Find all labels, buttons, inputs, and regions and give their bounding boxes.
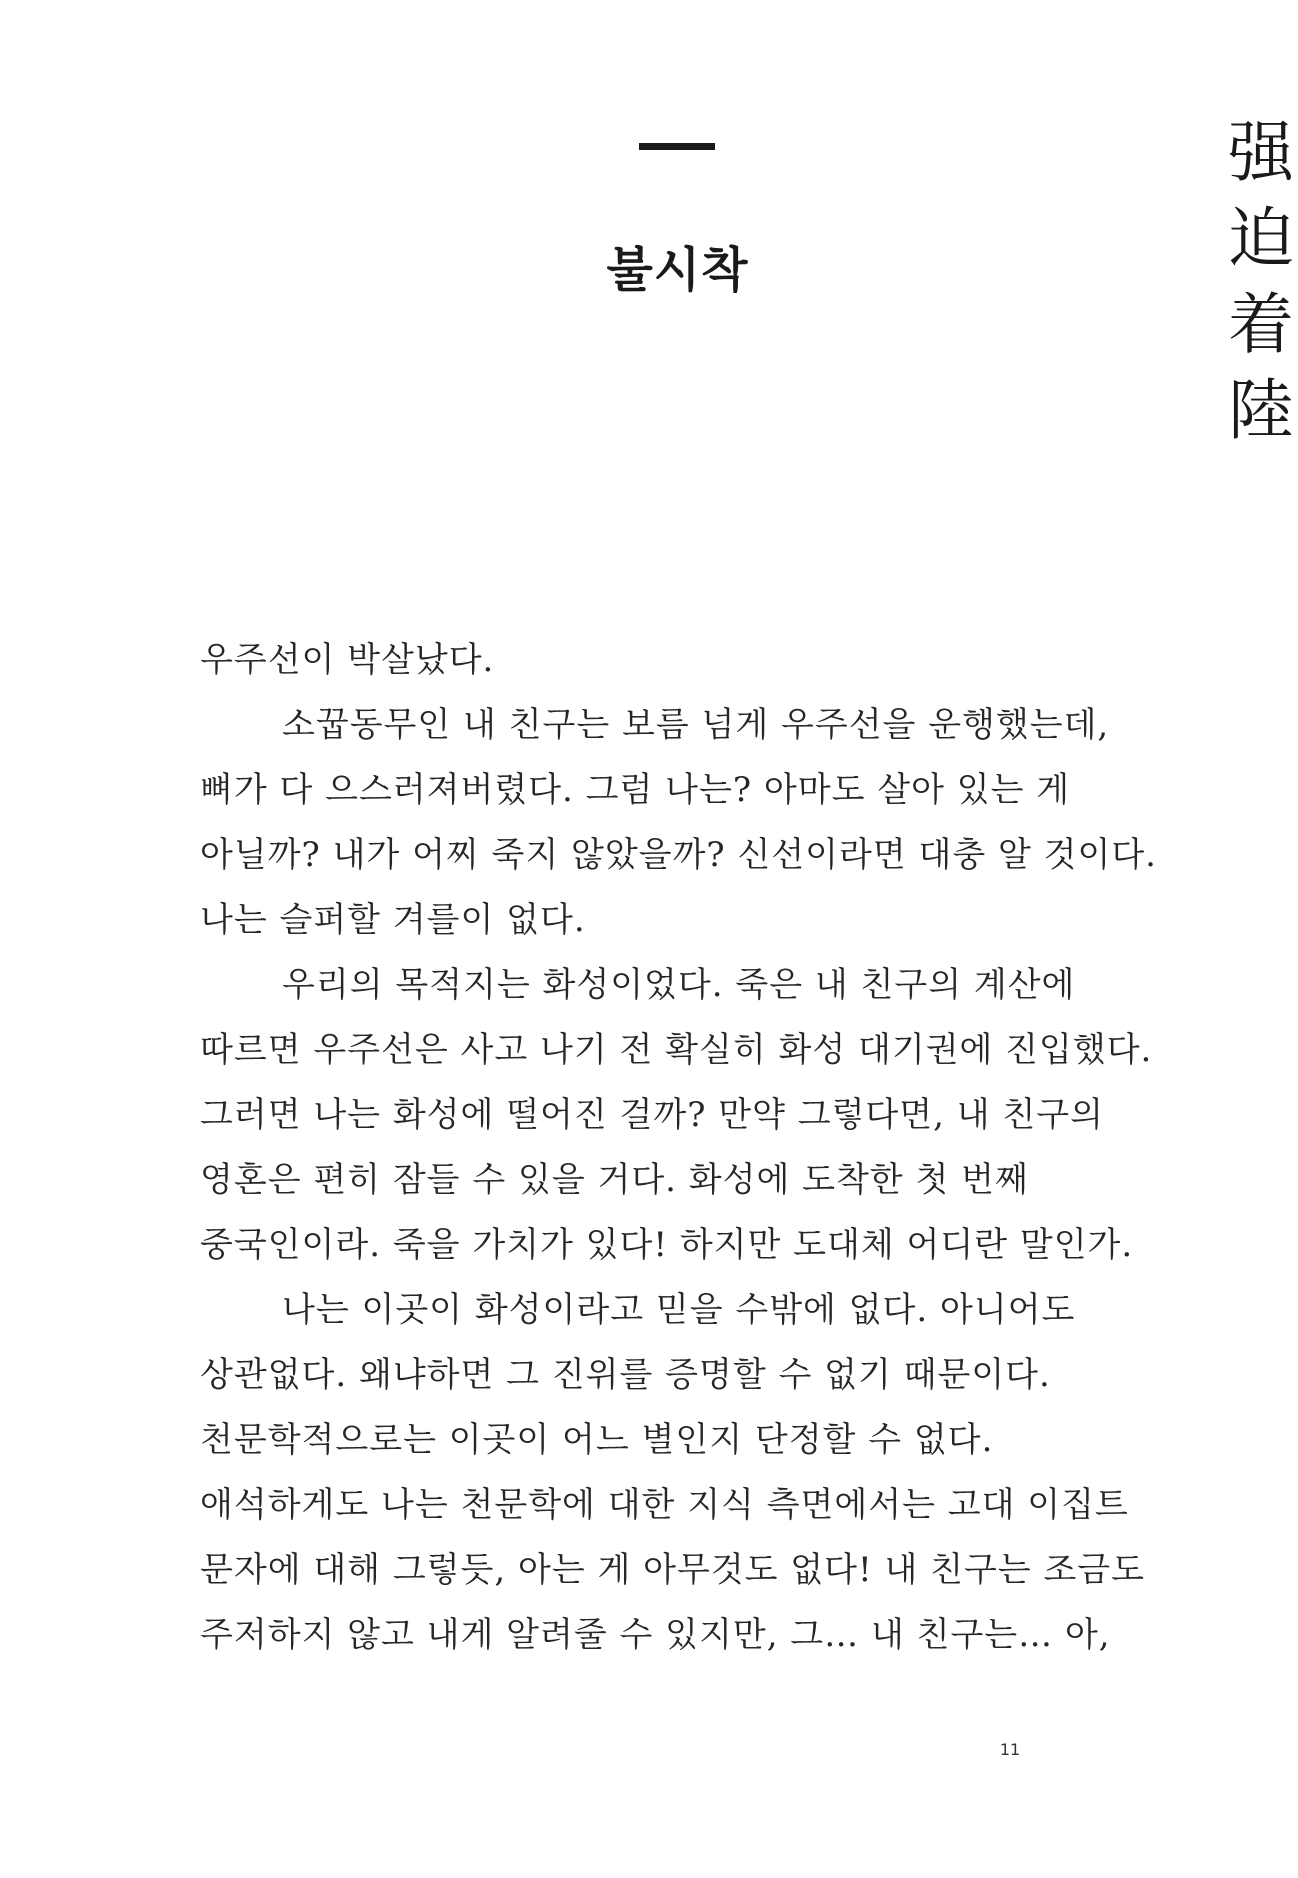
body-line: 중국인이라. 죽을 가치가 있다! 하지만 도대체 어디란 말인가. (200, 1225, 1134, 1265)
body-line: 우주선이 박살났다. (200, 640, 495, 680)
body-line: 소꿉동무인 내 친구는 보름 넘게 우주선을 운행했는데, (282, 705, 1110, 745)
side-title-char: 陸 (1228, 372, 1294, 449)
body-line: 문자에 대해 그렇듯, 아는 게 아무것도 없다! 내 친구는 조금도 (200, 1550, 1145, 1590)
body-line: 천문학적으로는 이곳이 어느 별인지 단정할 수 없다. (200, 1420, 994, 1460)
body-line: 상관없다. 왜냐하면 그 진위를 증명할 수 없기 때문이다. (200, 1355, 1051, 1395)
chapter-title: 불시착 (606, 242, 749, 298)
page-number: 11 (999, 1740, 1021, 1759)
body-line: 영혼은 편히 잠들 수 있을 거다. 화성에 도착한 첫 번째 (200, 1160, 1029, 1200)
side-title-char: 迫 (1228, 200, 1294, 277)
body-line: 아닐까? 내가 어찌 죽지 않았을까? 신선이라면 대충 알 것이다. (200, 835, 1157, 875)
body-line: 뼈가 다 으스러져버렸다. 그럼 나는? 아마도 살아 있는 게 (200, 770, 1071, 810)
body-line: 그러면 나는 화성에 떨어진 걸까? 만약 그렇다면, 내 친구의 (200, 1095, 1104, 1135)
body-text (200, 628, 1170, 1668)
chapter-number-mark (639, 130, 715, 162)
chapter-number-rule (639, 143, 715, 150)
body-line: 애석하게도 나는 천문학에 대한 지식 측면에서는 고대 이집트 (200, 1485, 1129, 1525)
side-title-char: 强 (1228, 114, 1294, 191)
side-title-char: 着 (1228, 286, 1294, 363)
side-vertical-title (1228, 110, 1298, 454)
body-line: 우리의 목적지는 화성이었다. 죽은 내 친구의 계산에 (282, 965, 1076, 1005)
body-line: 주저하지 않고 내게 알려줄 수 있지만, 그… 내 친구는… 아, (200, 1615, 1111, 1655)
body-line: 따르면 우주선은 사고 나기 전 확실히 화성 대기권에 진입했다. (200, 1030, 1153, 1070)
body-line: 나는 이곳이 화성이라고 믿을 수밖에 없다. 아니어도 (282, 1290, 1076, 1330)
body-line: 나는 슬퍼할 겨를이 없다. (200, 900, 586, 940)
